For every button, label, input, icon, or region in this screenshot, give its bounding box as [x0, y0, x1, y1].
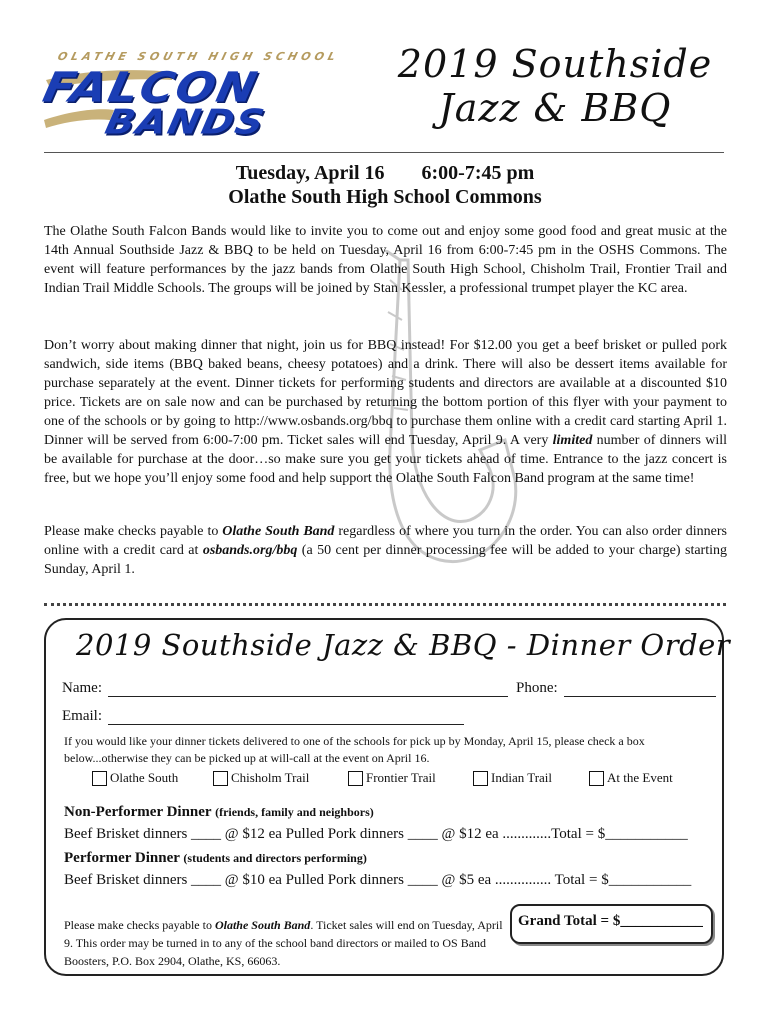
header-divider — [44, 152, 724, 153]
footer-text-b: . Ticket sales will end on Tuesday, April 9. This order may be turned in to any of the school band directors or mailed to OS Band Boosters, P.O. Box 2904, Olathe, KS, 66063. — [64, 918, 503, 968]
pickup-label: Chisholm Trail — [231, 770, 310, 785]
payee-name: Olathe South Band — [222, 524, 335, 539]
phone-label: Phone: — [515, 680, 558, 696]
grand-total-box[interactable]: Grand Total = $___________ — [510, 904, 713, 944]
payment-paragraph — [44, 522, 727, 579]
section-title: Performer Dinner — [64, 850, 180, 866]
logo-bands-text: BANDS — [101, 102, 270, 142]
page-title — [390, 42, 720, 130]
logo-school-text: OLATHE SOUTH HIGH SCHOOL — [56, 50, 341, 63]
checkbox[interactable] — [92, 771, 107, 786]
checkbox[interactable] — [589, 771, 604, 786]
payment-text-b: regardless of where you turn in the order. You can also order dinners online with a credit card at — [44, 524, 727, 558]
pickup-note: If you would like your dinner tickets delivered to one of the schools for pick up by Monday, April 15, please check a box below...otherwise they can be picked up at will-call at the event on April 16. — [64, 734, 645, 765]
section-title: Non-Performer Dinner — [64, 804, 212, 820]
payment-text-a: Please make checks payable to — [44, 524, 223, 539]
email-field[interactable] — [108, 711, 464, 725]
email-row — [62, 708, 464, 725]
footer-note — [64, 916, 504, 970]
title-line-1: 2019 Southside — [397, 42, 713, 86]
checkbox[interactable] — [348, 771, 363, 786]
falcon-bands-logo — [38, 50, 374, 142]
intro-paragraph: The Olathe South Falcon Bands would like to invite you to come out and enjoy some good food and great music at the 14th Annual Southside Jazz & BBQ to be held on Tuesday, April 16 from 6:00-7:45 pm in the OSHS Commons. The event will feature performances by the jazz bands from Olathe South High School, Chisholm Trail, Frontier Trail and Indian Trail Middle Schools. The groups will be joined by Stan Kessler, a professional trumpet player the KC area. — [44, 224, 727, 296]
limited-emphasis: limited — [552, 433, 593, 448]
event-date-time — [0, 162, 770, 185]
order-url-link[interactable]: osbands.org/bbq — [202, 543, 298, 558]
title-line-2: Jazz & BBQ — [438, 86, 672, 130]
performer-order-line[interactable]: Beef Brisket dinners ____ @ $10 ea Pulled Pork dinners ____ @ $5 ea ............... Total = $___________ — [64, 872, 692, 888]
order-form-title: 2019 Southside Jazz & BBQ - Dinner Order — [76, 628, 731, 662]
phone-field[interactable] — [564, 683, 716, 697]
checkbox[interactable] — [473, 771, 488, 786]
pickup-label: Frontier Trail — [366, 770, 436, 785]
performer-heading — [64, 850, 367, 867]
dinner-text-b: number of dinners will be available for purchase at the door…so make sure you get your tickets ahead of time. Entrance to the jazz concert is free, but we hope you’ll enjoy some food and help support the Olathe South Falcon Band program at the same time! — [44, 433, 727, 486]
pickup-at-the-event[interactable] — [589, 770, 673, 786]
section-subtitle: (students and directors performing) — [183, 851, 367, 865]
cut-line — [44, 603, 726, 606]
pickup-chisholm-trail[interactable] — [213, 770, 309, 786]
pickup-frontier-trail[interactable] — [348, 770, 436, 786]
pickup-label: Indian Trail — [491, 770, 553, 785]
footer-payee: Olathe South Band — [214, 918, 311, 932]
event-date: Tuesday, April 16 — [235, 162, 385, 184]
name-phone-row — [62, 680, 716, 697]
dinner-paragraph — [44, 336, 727, 488]
pickup-options — [0, 770, 770, 790]
name-label: Name: — [62, 680, 102, 696]
section-subtitle: (friends, family and neighbors) — [215, 805, 374, 819]
pickup-indian-trail[interactable] — [473, 770, 552, 786]
name-field[interactable] — [108, 683, 508, 697]
logo-falcon-text: FALCON — [38, 62, 263, 112]
footer-text-a: Please make checks payable to — [64, 918, 215, 932]
pickup-label: At the Event — [607, 770, 673, 785]
payment-text-c: (a 50 cent per dinner processing fee will be added to your charge) starting Sunday, April 1. — [44, 543, 727, 577]
event-venue: Olathe South High School Commons — [228, 186, 542, 208]
non-performer-order-line[interactable]: Beef Brisket dinners ____ @ $12 ea Pulled Pork dinners ____ @ $12 ea .............Total = $___________ — [64, 826, 688, 842]
dinner-text-a: Don’t worry about making dinner that night, join us for BBQ instead! For $12.00 you get a beef brisket or pulled pork sandwich, side items (BBQ baked beans, cheesy potatoes) and a drink. There will also be dessert items available for purchase separately at the event. Dinner tickets for performing students and directors are available at a discounted $10 price. Tickets are on sale now and can be purchased by returning the bottom portion of this flyer with your payment to one of the schools or by going to http://www.osbands.org/bbq to purchase them online with a credit card starting April 1. Dinner will be served from 6:00-7:00 pm. Ticket sales will end Tuesday, April 9. A very — [44, 338, 727, 448]
pickup-olathe-south[interactable] — [92, 770, 178, 786]
checkbox[interactable] — [213, 771, 228, 786]
event-time: 6:00-7:45 pm — [421, 162, 535, 184]
email-label: Email: — [62, 708, 102, 724]
pickup-label: Olathe South — [110, 770, 179, 785]
non-performer-heading — [64, 804, 374, 821]
